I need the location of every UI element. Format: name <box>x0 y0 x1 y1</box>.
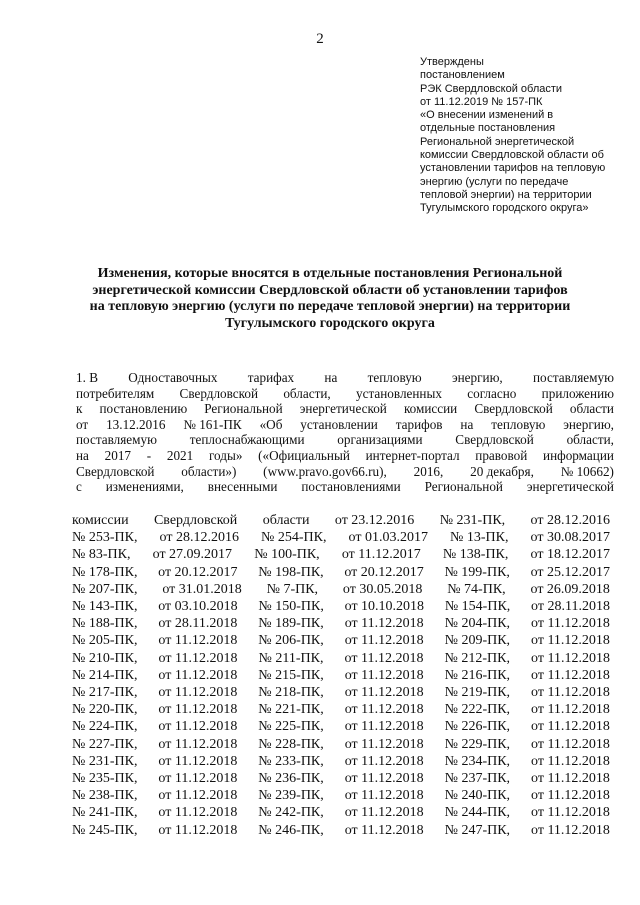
list-row <box>72 564 610 581</box>
list-cell: № 150-ПК, <box>258 599 324 615</box>
list-cell: № 100-ПК, <box>254 547 320 563</box>
word: тепловую <box>491 416 546 432</box>
list-cell: от 11.12.2018 <box>531 805 610 821</box>
list-cell: № 188-ПК, <box>72 616 138 632</box>
list-cell: от 23.12.2016 <box>334 513 415 528</box>
list-cell: № 222-ПК, <box>444 702 511 718</box>
word: энергетической <box>526 479 614 495</box>
list-cell: от 11.12.2018 <box>531 736 610 752</box>
list-cell: от 11.12.2018 <box>344 702 424 718</box>
approval-line: «О внесении изменений в <box>420 109 554 122</box>
list-cell: от 28.12.2016 <box>530 513 610 528</box>
resolution-list <box>72 512 610 839</box>
paragraph-line <box>76 448 614 464</box>
list-cell: № 83-ПК, <box>72 547 131 563</box>
list-cell: № 7-ПК, <box>266 581 319 597</box>
list-cell: от 11.12.2018 <box>344 616 424 632</box>
list-cell: № 216-ПК, <box>444 667 511 683</box>
list-cell: от 11.12.2018 <box>531 822 610 838</box>
list-cell: от 11.12.2018 <box>531 667 610 683</box>
word: «Об <box>259 416 283 432</box>
word: к <box>76 401 83 417</box>
approval-line: РЭК Свердловской области <box>420 82 563 95</box>
title-line: Тугулымского городского округа <box>225 315 435 331</box>
word: энергию, <box>563 416 614 432</box>
list-cell: № 198-ПК, <box>258 564 324 580</box>
list-cell: от 11.12.2018 <box>344 719 424 735</box>
list-cell: № 154-ПК, <box>444 599 511 615</box>
word: энергию, <box>451 370 503 385</box>
paragraph-line <box>76 417 614 433</box>
list-cell: № 189-ПК, <box>258 616 324 632</box>
list-cell: № 236-ПК, <box>258 771 324 787</box>
list-cell: № 204-ПК, <box>444 616 511 632</box>
list-row <box>72 822 610 839</box>
list-cell: от 11.12.2018 <box>158 771 238 787</box>
word: 2016, <box>413 463 444 479</box>
list-cell: от 11.12.2018 <box>344 650 424 666</box>
list-cell: от 10.10.2018 <box>344 599 425 615</box>
word: на <box>76 447 89 463</box>
list-cell: № 178-ПК, <box>72 564 138 580</box>
word: («Официальный <box>258 447 350 463</box>
list-row <box>72 753 610 770</box>
list-cell: от 11.12.2018 <box>158 685 238 701</box>
list-cell: № 231-ПК, <box>439 513 506 528</box>
list-cell: от 01.03.2017 <box>348 530 428 546</box>
list-row <box>72 581 610 598</box>
word: Свердловской <box>76 463 155 479</box>
list-cell: № 240-ПК, <box>444 788 511 804</box>
list-cell: № 242-ПК, <box>258 805 324 821</box>
approval-line: установлении тарифов на тепловую <box>420 162 606 175</box>
word: Одноставочных <box>128 370 218 385</box>
list-cell: от 11.12.2018 <box>531 753 610 769</box>
list-cell: от 28.12.2016 <box>159 530 239 546</box>
list-row <box>72 615 610 632</box>
word: Свердловской <box>474 401 553 417</box>
document-title <box>60 266 600 332</box>
word: постановлениями <box>301 479 401 495</box>
list-cell: № 244-ПК, <box>444 805 511 821</box>
paragraph-line <box>76 479 614 495</box>
word: поставляемую <box>532 370 614 385</box>
word: области, <box>566 432 614 448</box>
list-cell: № 215-ПК, <box>258 667 324 683</box>
list-cell: № 219-ПК, <box>444 685 511 701</box>
list-cell: № 212-ПК, <box>444 650 510 666</box>
list-row <box>72 804 610 821</box>
word: - <box>146 447 152 463</box>
list-cell: от 11.12.2018 <box>158 719 238 735</box>
word: Свердловской <box>455 432 534 448</box>
list-row <box>72 787 610 804</box>
word: интернет-портал <box>365 447 460 463</box>
list-cell: № 226-ПК, <box>444 719 511 735</box>
list-cell: № 209-ПК, <box>444 633 511 649</box>
word: на <box>324 370 338 385</box>
list-cell: № 217-ПК, <box>72 685 138 701</box>
word: приложению <box>541 385 614 401</box>
list-row <box>72 667 610 684</box>
word: тарифов <box>395 416 443 432</box>
word: (www.pravo.gov66.ru), <box>263 463 387 479</box>
list-cell: № 205-ПК, <box>72 633 138 649</box>
list-cell: Свердловской <box>153 513 238 528</box>
list-cell: № 234-ПК, <box>444 753 511 769</box>
word: № 161-ПК <box>183 416 242 432</box>
list-cell: № 218-ПК, <box>258 685 324 701</box>
list-cell: № 206-ПК, <box>258 633 324 649</box>
list-cell: № 210-ПК, <box>72 650 138 666</box>
list-cell: № 227-ПК, <box>72 736 138 752</box>
list-cell: от 20.12.2017 <box>158 564 238 580</box>
list-cell: № 239-ПК, <box>258 788 324 804</box>
word: энергетической <box>299 401 387 417</box>
list-cell: № 221-ПК, <box>258 702 324 718</box>
word: Региональной <box>424 479 503 495</box>
title-line: Изменения, которые вносятся в отдельные постановления Региональной <box>97 266 563 281</box>
list-cell: № 138-ПК, <box>442 547 509 563</box>
word: согласно <box>467 385 517 401</box>
word: постановлению <box>99 401 188 417</box>
word: потребителям <box>76 385 155 401</box>
list-row <box>72 701 610 718</box>
approval-line: Региональной энергетической <box>420 135 575 148</box>
approval-line: постановлением <box>420 69 505 82</box>
list-cell: от 11.12.2018 <box>344 667 424 683</box>
list-cell: № 13-ПК, <box>450 530 509 546</box>
word: установлении <box>300 416 378 432</box>
list-cell: № 254-ПК, <box>261 530 327 546</box>
word: правовой <box>475 447 528 463</box>
list-cell: от 11.12.2018 <box>344 822 424 838</box>
list-cell: от 11.12.2018 <box>531 633 610 649</box>
list-cell: от 11.12.2018 <box>158 702 238 718</box>
list-cell: № 233-ПК, <box>258 753 324 769</box>
list-cell: № 229-ПК, <box>444 736 511 752</box>
list-cell: от 26.09.2018 <box>530 581 610 597</box>
list-cell: области <box>262 513 310 528</box>
list-cell: от 28.11.2018 <box>531 599 610 615</box>
approval-line: энергию (услуги по передаче <box>420 175 569 188</box>
paragraph-line <box>76 386 614 402</box>
list-cell: от 11.12.2017 <box>341 547 421 563</box>
list-cell: от 11.12.2018 <box>531 719 610 735</box>
word: организациями <box>337 432 423 448</box>
word: 2021 <box>166 447 194 463</box>
list-cell: от 11.12.2018 <box>531 702 610 718</box>
word: области <box>569 401 614 417</box>
approval-line: комиссии Свердловской области об <box>420 149 604 162</box>
word: 1. В <box>76 370 98 385</box>
list-cell: от 11.12.2018 <box>158 667 238 683</box>
list-cell: от 11.12.2018 <box>531 650 610 666</box>
list-cell: от 11.12.2018 <box>531 788 610 804</box>
list-row <box>72 512 610 529</box>
list-cell: № 74-ПК, <box>447 581 506 597</box>
word: внесенными <box>207 479 278 495</box>
list-cell: № 214-ПК, <box>72 667 138 683</box>
page-number: 2 <box>316 31 324 47</box>
word: 2017 <box>104 447 132 463</box>
word: Свердловской <box>179 385 259 401</box>
list-cell: от 11.12.2018 <box>158 753 238 769</box>
word: области, <box>283 385 331 401</box>
paragraph <box>76 370 614 495</box>
list-cell: № 143-ПК, <box>72 599 138 615</box>
word: изменениями, <box>105 479 184 495</box>
word: комиссии <box>403 401 458 417</box>
list-cell: от 28.11.2018 <box>158 616 238 632</box>
paragraph-line <box>76 401 614 417</box>
paragraph-line <box>76 370 614 386</box>
list-cell: комиссии <box>72 513 129 528</box>
word: на <box>460 416 474 432</box>
list-row <box>72 736 610 753</box>
list-cell: № 199-ПК, <box>444 564 510 580</box>
list-cell: от 11.12.2018 <box>344 788 424 804</box>
word: Региональной <box>204 401 283 417</box>
list-cell: № 231-ПК, <box>72 753 138 769</box>
approval-line: Утверждены <box>420 56 484 68</box>
list-row <box>72 718 610 735</box>
word: годы» <box>208 447 243 463</box>
word: № 10662) <box>560 463 614 479</box>
list-cell: от 11.12.2018 <box>158 822 238 838</box>
list-cell: от 11.12.2018 <box>344 771 424 787</box>
word: тарифах <box>247 370 295 385</box>
list-cell: № 235-ПК, <box>72 771 138 787</box>
list-cell: № 224-ПК, <box>72 719 138 735</box>
list-cell: № 241-ПК, <box>72 805 138 821</box>
list-row <box>72 650 610 667</box>
list-cell: № 246-ПК, <box>258 822 324 838</box>
list-cell: от 18.12.2017 <box>530 547 610 563</box>
list-row <box>72 546 610 563</box>
paragraph-line <box>76 432 614 448</box>
list-cell: от 31.01.2018 <box>162 581 242 597</box>
approval-line: отдельные постановления <box>420 122 556 135</box>
approval-line: тепловой энергии) на территории <box>420 188 592 201</box>
list-row <box>72 770 610 787</box>
word: установленных <box>356 385 442 401</box>
list-cell: от 30.08.2017 <box>530 530 610 546</box>
list-cell: от 11.12.2018 <box>344 685 424 701</box>
list-row <box>72 632 610 649</box>
word: 13.12.2016 <box>106 416 166 432</box>
approval-block <box>420 56 630 216</box>
list-cell: от 11.12.2018 <box>158 633 238 649</box>
list-cell: № 237-ПК, <box>444 771 511 787</box>
word: информации <box>543 447 614 463</box>
list-cell: от 11.12.2018 <box>158 788 238 804</box>
list-cell: от 25.12.2017 <box>530 564 610 580</box>
list-cell: от 11.12.2018 <box>344 633 424 649</box>
list-row <box>72 684 610 701</box>
list-cell: от 27.09.2017 <box>152 547 233 563</box>
list-cell: от 11.12.2018 <box>158 805 238 821</box>
list-cell: от 11.12.2018 <box>531 771 610 787</box>
list-cell: № 225-ПК, <box>258 719 324 735</box>
list-cell: № 211-ПК, <box>258 650 324 666</box>
title-line: энергетической комиссии Свердловской области об установлении тарифов <box>92 282 568 298</box>
paragraph-line <box>76 464 614 480</box>
word: теплоснабжающими <box>189 432 305 448</box>
list-cell: № 220-ПК, <box>72 702 138 718</box>
list-cell: № 228-ПК, <box>258 736 324 752</box>
word: от <box>76 416 89 432</box>
list-row <box>72 598 610 615</box>
list-cell: от 11.12.2018 <box>531 685 610 701</box>
word: 20 декабря, <box>470 463 534 479</box>
word: области») <box>181 463 237 479</box>
word: поставляемую <box>76 432 157 448</box>
list-cell: № 238-ПК, <box>72 788 138 804</box>
list-cell: от 11.12.2018 <box>344 753 424 769</box>
list-cell: от 11.12.2018 <box>344 805 424 821</box>
approval-line: от 11.12.2019 № 157-ПК <box>420 95 543 108</box>
list-cell: № 245-ПК, <box>72 822 138 838</box>
list-cell: № 253-ПК, <box>72 530 138 546</box>
list-cell: от 11.12.2018 <box>344 736 424 752</box>
list-row <box>72 529 610 546</box>
list-cell: от 20.12.2017 <box>344 564 424 580</box>
list-cell: № 247-ПК, <box>444 822 511 838</box>
list-cell: от 11.12.2018 <box>158 736 238 752</box>
word: тепловую <box>367 370 422 385</box>
list-cell: от 11.12.2018 <box>158 650 238 666</box>
list-cell: от 11.12.2018 <box>531 616 610 632</box>
approval-line: Тугулымского городского округа» <box>420 202 589 215</box>
list-cell: № 207-ПК, <box>72 581 138 597</box>
list-cell: от 30.05.2018 <box>342 581 423 597</box>
title-line: на тепловую энергию (услуги по передаче тепловой энергии) на территории <box>89 299 571 314</box>
list-cell: от 03.10.2018 <box>158 599 238 615</box>
word: с <box>76 479 82 495</box>
